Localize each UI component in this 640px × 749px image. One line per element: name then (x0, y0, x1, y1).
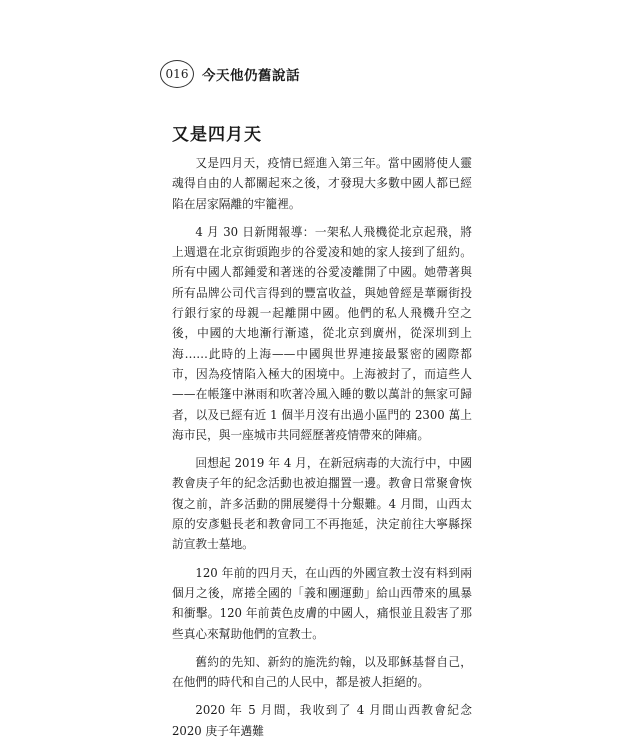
page-number-badge: 016 (160, 60, 194, 88)
paragraph: 4 月 30 日新聞報導：一架私人飛機從北京起飛，將上週還在北京街頭跑步的谷愛凌和她的家人接到了紐約。所有中國人都鍾愛和著迷的谷愛凌離開了中國。她帶著與所有品牌公司代言得到的豐富收益，與她曾經是華爾街投行銀行家的母親一起離開中國。他們的私人飛機升空之後，中國的大地漸行漸遠，從北京到廣州，從深圳到上海……此時的上海——中國與世界連接最緊密的國際都市，因為疫情陷入極大的困境中。上海被封了，而這些人——在帳篷中淋雨和吹著冷風入睡的數以萬計的無家可歸者，以及已經有近 1 個半月沒有出過小區門的 2300 萬上海市民，與一座城市共同經歷著疫情帶來的陣痛。 (172, 224, 472, 442)
paragraph: 2020 年 5 月間，我收到了 4 月間山西教會紀念 2020 庚子年邁難 (172, 703, 472, 738)
paragraph: 120 年前的四月天，在山西的外國宣教士沒有料到兩個月之後，席捲全國的「義和團運動」給山西帶來的風暴和衝擊。120 年前黃色皮膚的中國人，痛恨並且殺害了那些真心來幫助他們的宣教士。 (172, 565, 472, 641)
paragraph: 舊約的先知、新約的施洗約翰，以及耶穌基督自己，在他們的時代和自己的人民中，都是被人拒絕的。 (172, 654, 472, 690)
body-text (172, 153, 472, 749)
paragraph: 回想起 2019 年 4 月，在新冠病毒的大流行中，中國教會庚子年的紀念活動也被迫擱置一邊。教會日常聚會恢復之前，許多活動的開展變得十分艱難。4 月間，山西太原的安彥魁長老和教會同工不再拖延，決定前往大寧縣探訪宣教士墓地。 (172, 456, 472, 552)
chapter-title: 又是四月天 (172, 125, 262, 145)
running-title: 今天他仍舊說話 (202, 68, 300, 84)
paragraph: 又是四月天，疫情已經進入第三年。當中國將使人靈魂得自由的人都關起來之後，才發現大多數中國人都已經陷在居家隔離的牢籠裡。 (172, 156, 472, 211)
running-header (160, 60, 300, 88)
